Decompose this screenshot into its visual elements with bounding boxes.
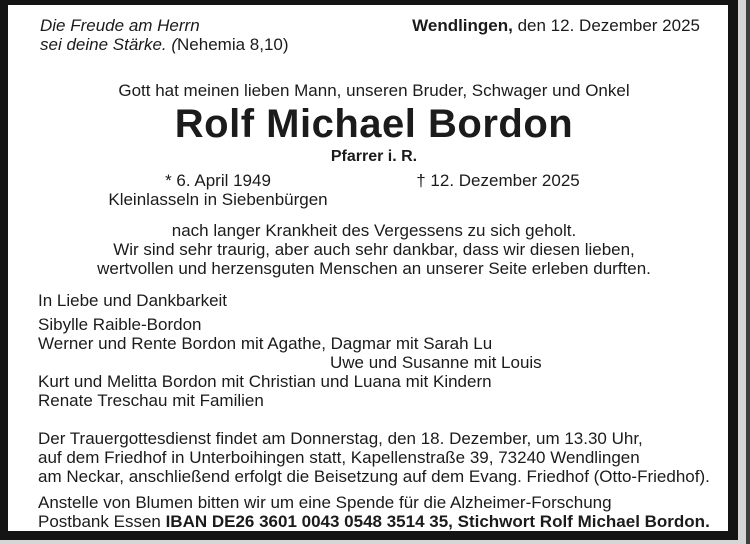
verse-line-1: Die Freude am Herrn — [40, 16, 200, 35]
birth-date: * 6. April 1949 — [165, 171, 271, 190]
family-line-4: Kurt und Melitta Bordon mit Christian und Luana mit Kindern — [38, 372, 492, 391]
family-line-2: Werner und Rente Bordon mit Agathe, Dagmar mit Sarah Lu — [38, 334, 493, 353]
verse-line-2-text: sei deine Stärke. ( — [40, 35, 178, 54]
service-line-3: am Neckar, anschließend erfolgt die Beisetzung auf dem Evang. Friedhof (Otto-Friedhof). — [38, 467, 710, 486]
family-line-5: Renate Treschau mit Familien — [38, 391, 264, 410]
dateline-place: Wendlingen, — [412, 16, 513, 35]
eulogy-line-2: Wir sind sehr traurig, aber auch sehr dankbar, dass wir diesen lieben, — [113, 240, 635, 259]
family-list — [38, 315, 710, 410]
verse-line-2 — [40, 35, 289, 54]
life-dates — [38, 171, 710, 209]
verse-source: Nehemia 8,10) — [177, 35, 289, 54]
eulogy-paragraph — [38, 221, 710, 278]
deceased-name: Rolf Michael Bordon — [174, 102, 574, 146]
donation-iban: IBAN DE26 3601 0043 0548 3514 35, Stichwort Rolf Michael Bordon. — [165, 512, 710, 531]
donation-line-1: Anstelle von Blumen bitten wir um eine Spende für die Alzheimer-Forschung — [38, 493, 612, 512]
donation-request — [38, 493, 710, 531]
birth-block — [38, 171, 398, 209]
service-details — [38, 429, 710, 486]
farewell-line: In Liebe und Dankbarkeit — [38, 291, 228, 310]
eulogy-line-1: nach langer Krankheit des Vergessens zu sich geholt. — [171, 221, 577, 240]
donation-line-2 — [38, 512, 710, 531]
notice-header — [38, 16, 710, 54]
donation-bank: Postbank Essen — [38, 512, 166, 531]
death-date: † 12. Dezember 2025 — [416, 171, 580, 190]
scan-edge-shadow — [746, 0, 750, 544]
service-line-1: Der Trauergottesdienst findet am Donnerstag, den 18. Dezember, um 13.30 Uhr, — [38, 429, 643, 448]
family-line-3: Uwe und Susanne mit Louis — [330, 353, 542, 372]
deceased-title: Pfarrer i. R. — [330, 148, 418, 165]
bible-verse — [38, 16, 289, 54]
family-line-1: Sibylle Raible-Bordon — [38, 315, 202, 334]
eulogy-line-3: wertvollen und herzensguten Menschen an unserer Seite erleben durften. — [97, 259, 651, 278]
dateline-date: den 12. Dezember 2025 — [512, 16, 700, 35]
birth-place: Kleinlasseln in Siebenbürgen — [108, 190, 328, 209]
service-line-2: auf dem Friedhof in Unterboihingen statt, Kapellenstraße 39, 73240 Wendlingen — [38, 448, 640, 467]
intro-line: Gott hat meinen lieben Mann, unseren Bruder, Schwager und Onkel — [118, 81, 630, 100]
dateline — [412, 16, 710, 35]
